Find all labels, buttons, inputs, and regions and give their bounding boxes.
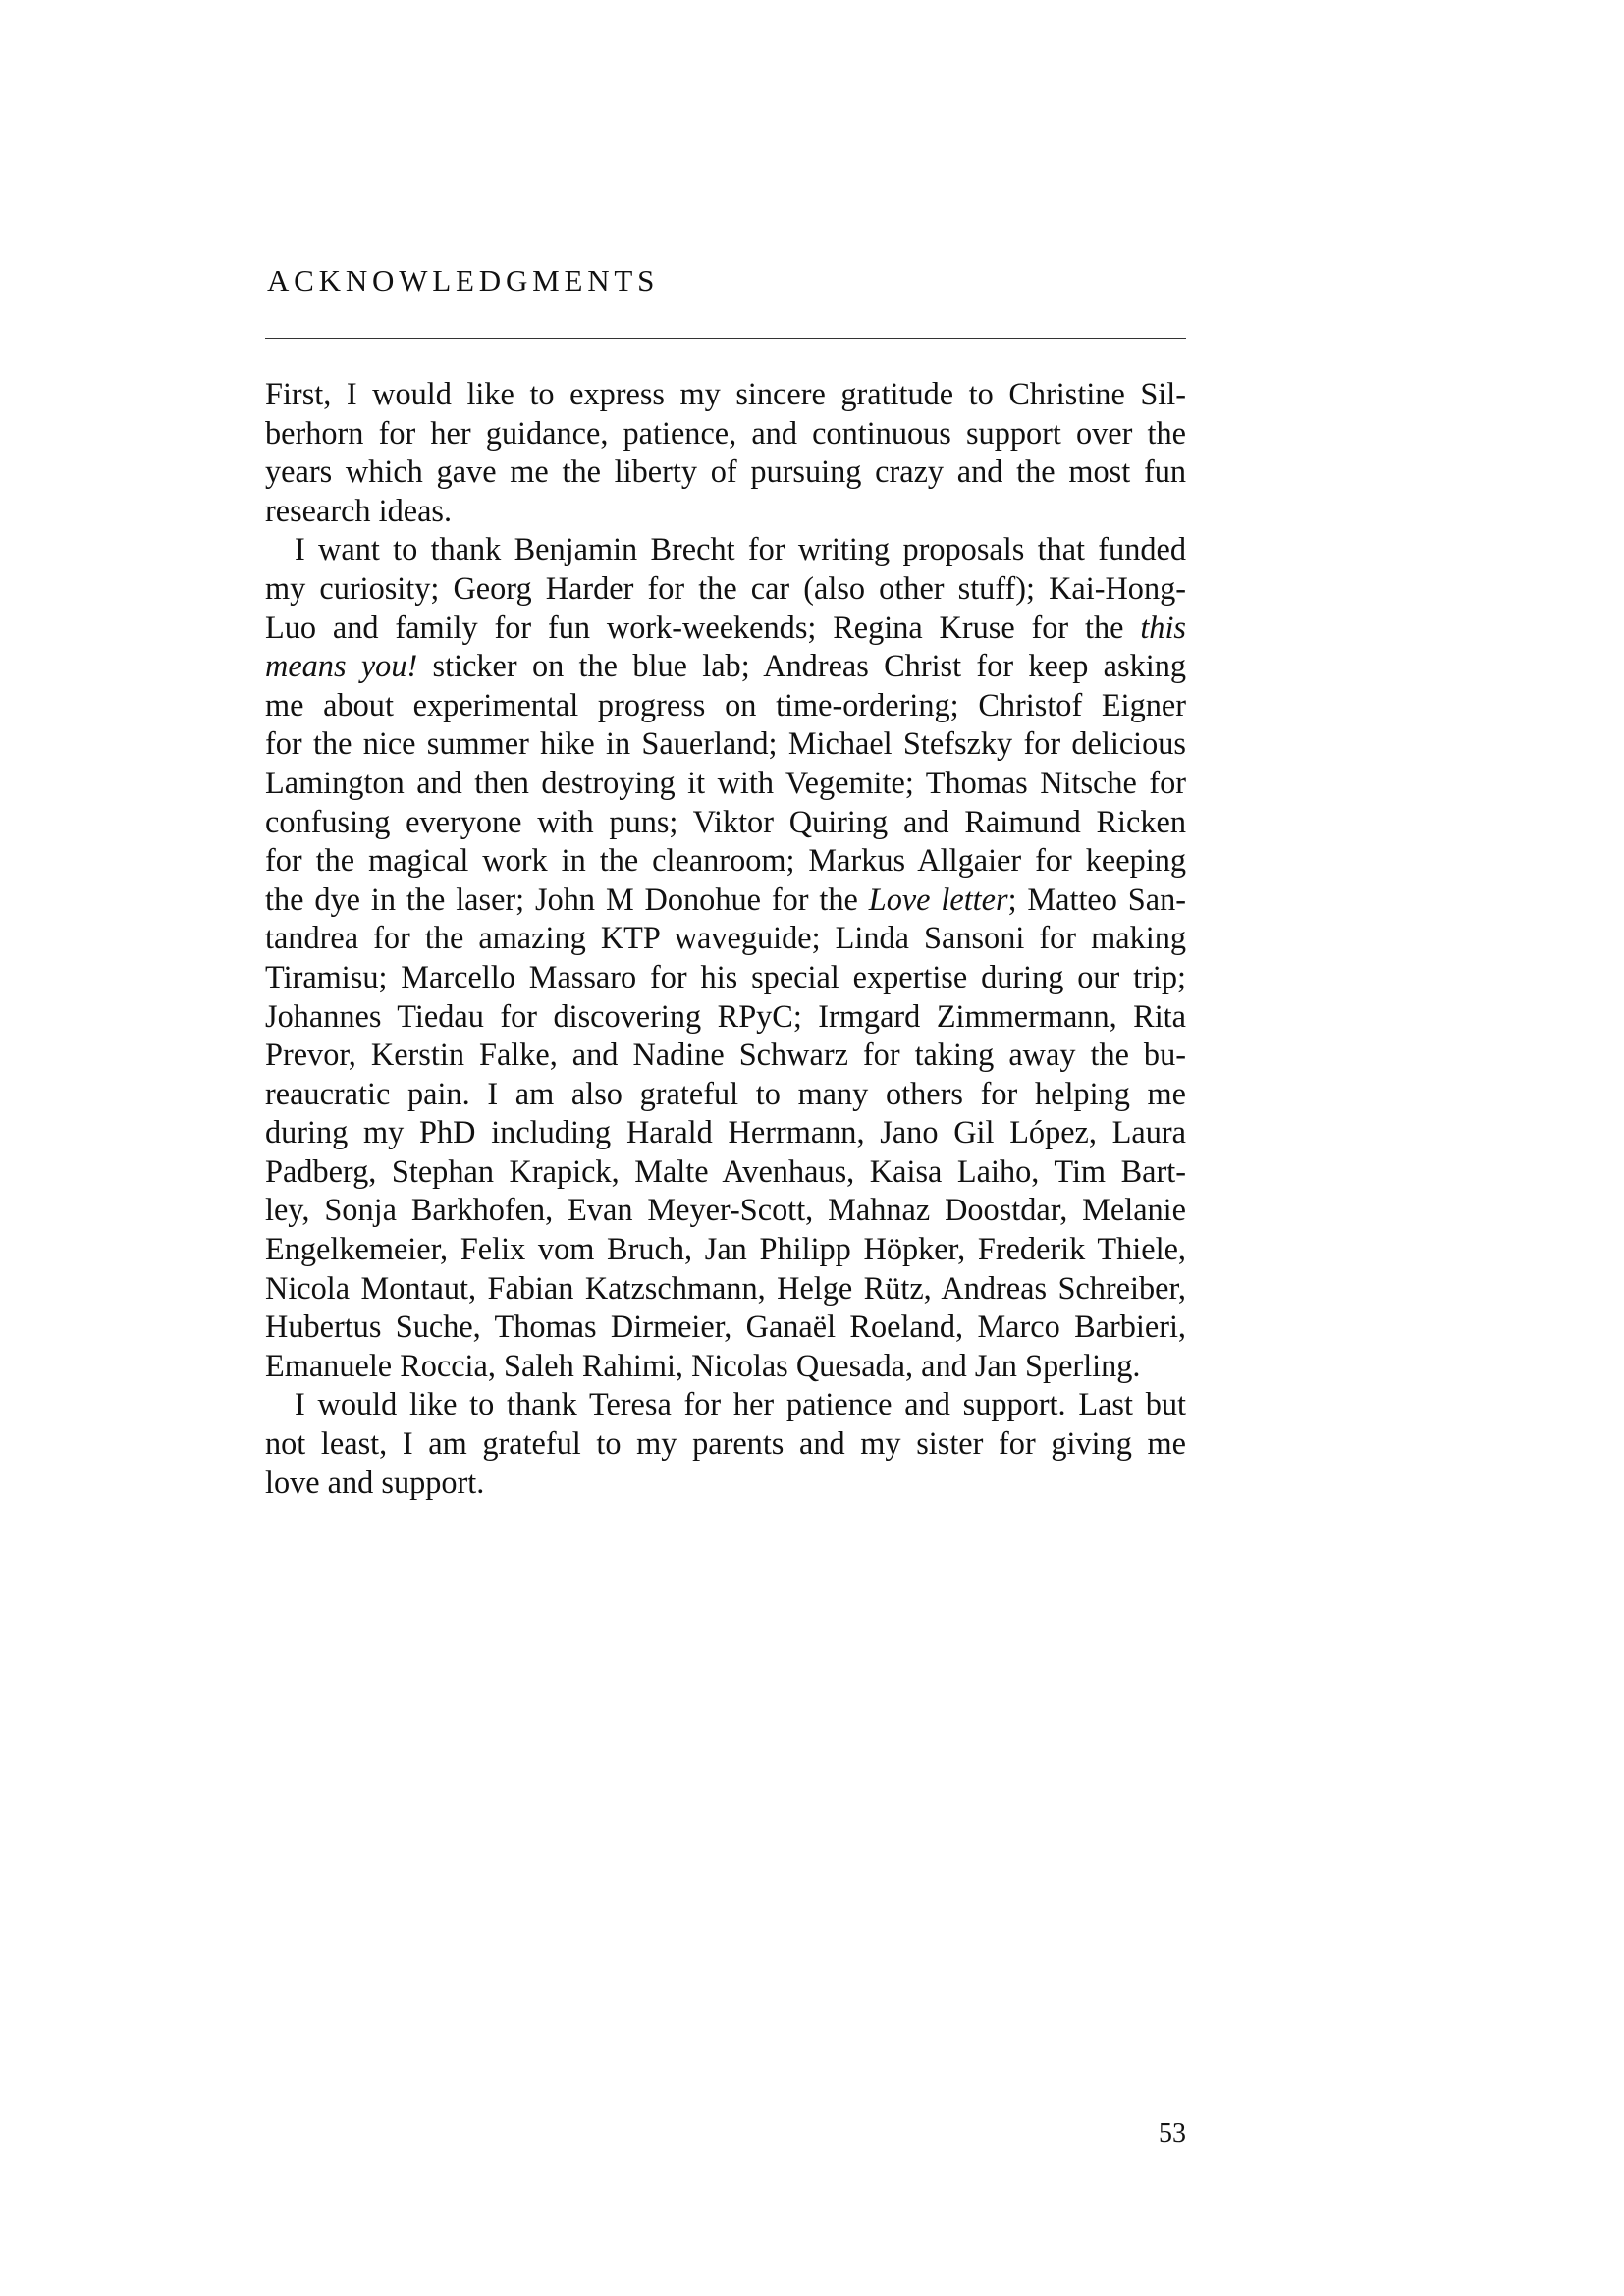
text-line: not least, I am grateful to my parents and my sister for giving me [265,1425,1186,1462]
text-line: for the nice summer hike in Sauerland; Michael Stefszky for delicious [265,725,1186,762]
chapter-heading: ACKNOWLEDGMENTS [267,263,660,297]
text-line: Lamington and then destroying it with Vegemite; Thomas Nitsche for [265,764,1186,800]
italic-text: this [1140,609,1186,645]
text-run: ; Matteo San- [1007,881,1186,917]
italic-text: means you! [265,648,418,684]
text-line: for the magical work in the cleanroom; Markus Allgaier for keeping [265,842,1186,879]
text-line: reaucratic pain. I am also grateful to many others for helping me [265,1075,1186,1111]
italic-text: Love letter [868,881,1008,917]
text-line: Emanuele Roccia, Saleh Rahimi, Nicolas Quesada, and Jan Sperling. [265,1347,1141,1383]
paragraph-gratitude [265,375,1186,530]
text-line [265,647,1186,686]
text-line: Engelkemeier, Felix vom Bruch, Jan Philipp Höpker, Frederik Thiele, [265,1231,1186,1267]
paragraph-thanks-family [265,1385,1186,1502]
page-number: 53 [1159,2118,1186,2149]
text-line: love and support. [265,1464,485,1500]
text-line: confusing everyone with puns; Viktor Quiring and Raimund Ricken [265,803,1186,839]
text-line: years which gave me the liberty of pursuing crazy and the most fun [265,454,1186,490]
text-line: Johannes Tiedau for discovering RPyC; Irmgard Zimmermann, Rita [265,997,1186,1034]
text-line: Prevor, Kerstin Falke, and Nadine Schwarz for taking away the bu- [265,1037,1186,1073]
paragraph-thanks-colleagues [265,530,1186,1385]
text-line [265,881,1186,920]
acknowledgments-body [265,375,1186,1502]
text-run: the dye in the laser; John M Donohue for the [265,881,869,917]
text-line: Tiramisu; Marcello Massaro for his special expertise during our trip; [265,958,1186,994]
text-line: my curiosity; Georg Harder for the car (also other stuff); Kai-Hong- [265,569,1186,606]
text-line: Hubertus Suche, Thomas Dirmeier, Ganaël Roeland, Marco Barbieri, [265,1308,1186,1345]
text-line: First, I would like to express my sincere gratitude to Christine Sil- [265,376,1186,411]
text-line: research ideas. [265,492,453,528]
text-line: Padberg, Stephan Krapick, Malte Avenhaus, Kaisa Laiho, Tim Bart- [265,1152,1186,1189]
heading-rule [265,338,1186,339]
text-line: me about experimental progress on time-ordering; Christof Eigner [265,686,1186,722]
text-run: sticker on the blue lab; Andreas Christ for keep asking [417,648,1186,684]
text-line: ley, Sonja Barkhofen, Evan Meyer-Scott, Mahnaz Doostdar, Melanie [265,1192,1186,1228]
text-line: I would like to thank Teresa for her patience and support. Last but [295,1386,1186,1422]
text-run: Luo and family for fun work-weekends; Regina Kruse for the [265,609,1141,645]
text-line [265,609,1186,648]
text-line: berhorn for her guidance, patience, and continuous support over the [265,414,1186,451]
text-line: I want to thank Benjamin Brecht for writing proposals that funded [295,531,1186,567]
text-line: during my PhD including Harald Herrmann, Jano Gil López, Laura [265,1114,1186,1150]
text-line: Nicola Montaut, Fabian Katzschmann, Helge Rütz, Andreas Schreiber, [265,1269,1186,1306]
text-line: tandrea for the amazing KTP waveguide; Linda Sansoni for making [265,920,1186,956]
